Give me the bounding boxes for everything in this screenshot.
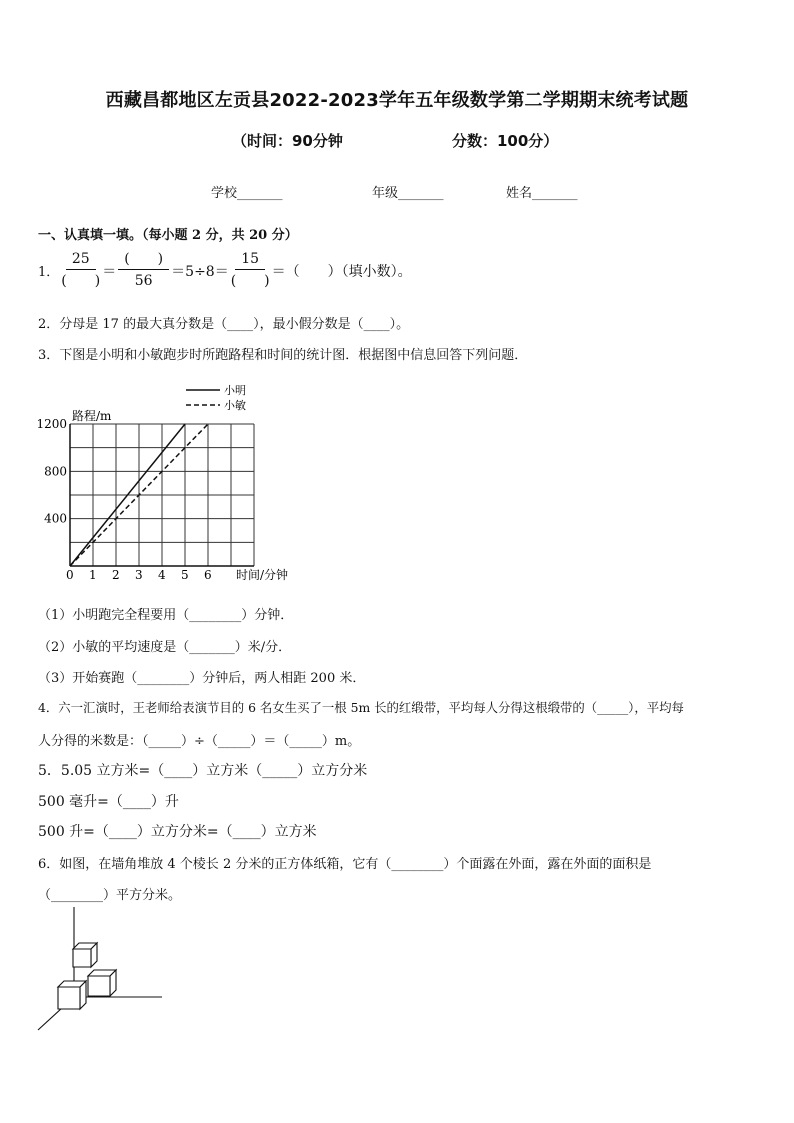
- fraction-3-denominator: ( ): [230, 273, 270, 289]
- question-6-line-2: （________）平方分米。: [38, 888, 182, 903]
- question-2: 2．分母是 17 的最大真分数是（____），最小假分数是（____）。: [38, 317, 410, 332]
- question-4-line-2: 人分得的米数是：（_____）÷（_____）＝（_____）m。: [38, 734, 361, 749]
- x-tick-label: 3: [135, 568, 143, 582]
- chart-y-label: 路程/m: [72, 409, 112, 423]
- cube-bottom-right: [88, 970, 116, 996]
- fraction-3-numerator: 15: [235, 250, 265, 270]
- exam-title: 西藏昌都地区左贡县2022-2023学年五年级数学第二学期期末统考试题: [105, 90, 689, 111]
- chart-x-label: 时间/分钟: [236, 568, 289, 582]
- legend-label-2: 小敏: [224, 399, 246, 412]
- fraction-2: [118, 250, 169, 291]
- question-1: [38, 250, 412, 291]
- exam-time: （时间：90分钟: [232, 132, 343, 150]
- fraction-2-numerator: ( ): [118, 250, 169, 270]
- fraction-2-denominator: 56: [134, 273, 153, 289]
- y-tick-label: 400: [44, 511, 67, 526]
- x-tick-label: 2: [112, 568, 120, 582]
- question-4-line-1: 4．六一汇演时，王老师给表演节目的 6 名女生买了一根 5m 长的红缎带，平均每人分得这根缎带的（_____），平均每: [38, 700, 684, 715]
- fraction-1-denominator: ( ): [61, 273, 101, 289]
- equals-sign: ＝: [102, 263, 117, 280]
- name-field: 姓名_______: [506, 186, 578, 201]
- school-field: 学校_______: [211, 186, 283, 201]
- section-heading: 一、认真填一填。（每小题 2 分，共 20 分）: [38, 228, 298, 243]
- x-tick-label: 5: [181, 568, 189, 582]
- question-5-line-2: 500 毫升=（____）升: [38, 794, 179, 810]
- question-6-line-1: 6．如图，在墙角堆放 4 个棱长 2 分米的正方体纸箱，它有（________）个面露在外面，露在外面的面积是: [38, 857, 652, 872]
- question-5-line-3: 500 升=（____）立方分米=（____）立方米: [38, 824, 317, 840]
- grade-field: 年级_______: [372, 186, 444, 201]
- chart-grid: [70, 424, 254, 566]
- question-3-part-2: （2）小敏的平均速度是（_______）米/分．: [38, 640, 292, 655]
- question-3-part-1: （1）小明跑完全程要用（________）分钟．: [38, 608, 294, 623]
- question-3: 3．下图是小明和小敏跑步时所跑路程和时间的统计图．根据图中信息回答下列问题．: [38, 348, 528, 363]
- q1-tail: ＝（ ）（填小数）。: [271, 263, 412, 280]
- y-tick-label: 800: [44, 464, 67, 479]
- cube-top: [73, 943, 97, 967]
- x-tick-label: 4: [158, 568, 166, 582]
- q1-number: 1．: [38, 265, 60, 280]
- fraction-3: [231, 250, 270, 291]
- fraction-1: [61, 250, 100, 291]
- chart-legend: [186, 383, 246, 412]
- exam-score: 分数：100分）: [452, 132, 559, 150]
- corner-cubes-figure: [30, 905, 170, 1035]
- x-tick-label: 6: [204, 568, 212, 582]
- q1-middle: ＝5÷8＝: [171, 263, 229, 280]
- question-5-line-1: 5．5.05 立方米=（____）立方米（_____）立方分米: [38, 763, 368, 779]
- question-3-part-3: （3）开始赛跑（________）分钟后，两人相距 200 米．: [38, 671, 366, 686]
- y-tick-label: 1200: [36, 417, 67, 431]
- distance-time-chart: [30, 378, 330, 588]
- cube-bottom-left: [58, 981, 86, 1009]
- x-tick-label: 1: [89, 568, 97, 582]
- x-tick-label: 0: [66, 568, 74, 582]
- legend-label-1: 小明: [224, 384, 246, 397]
- fraction-1-numerator: 25: [66, 250, 96, 270]
